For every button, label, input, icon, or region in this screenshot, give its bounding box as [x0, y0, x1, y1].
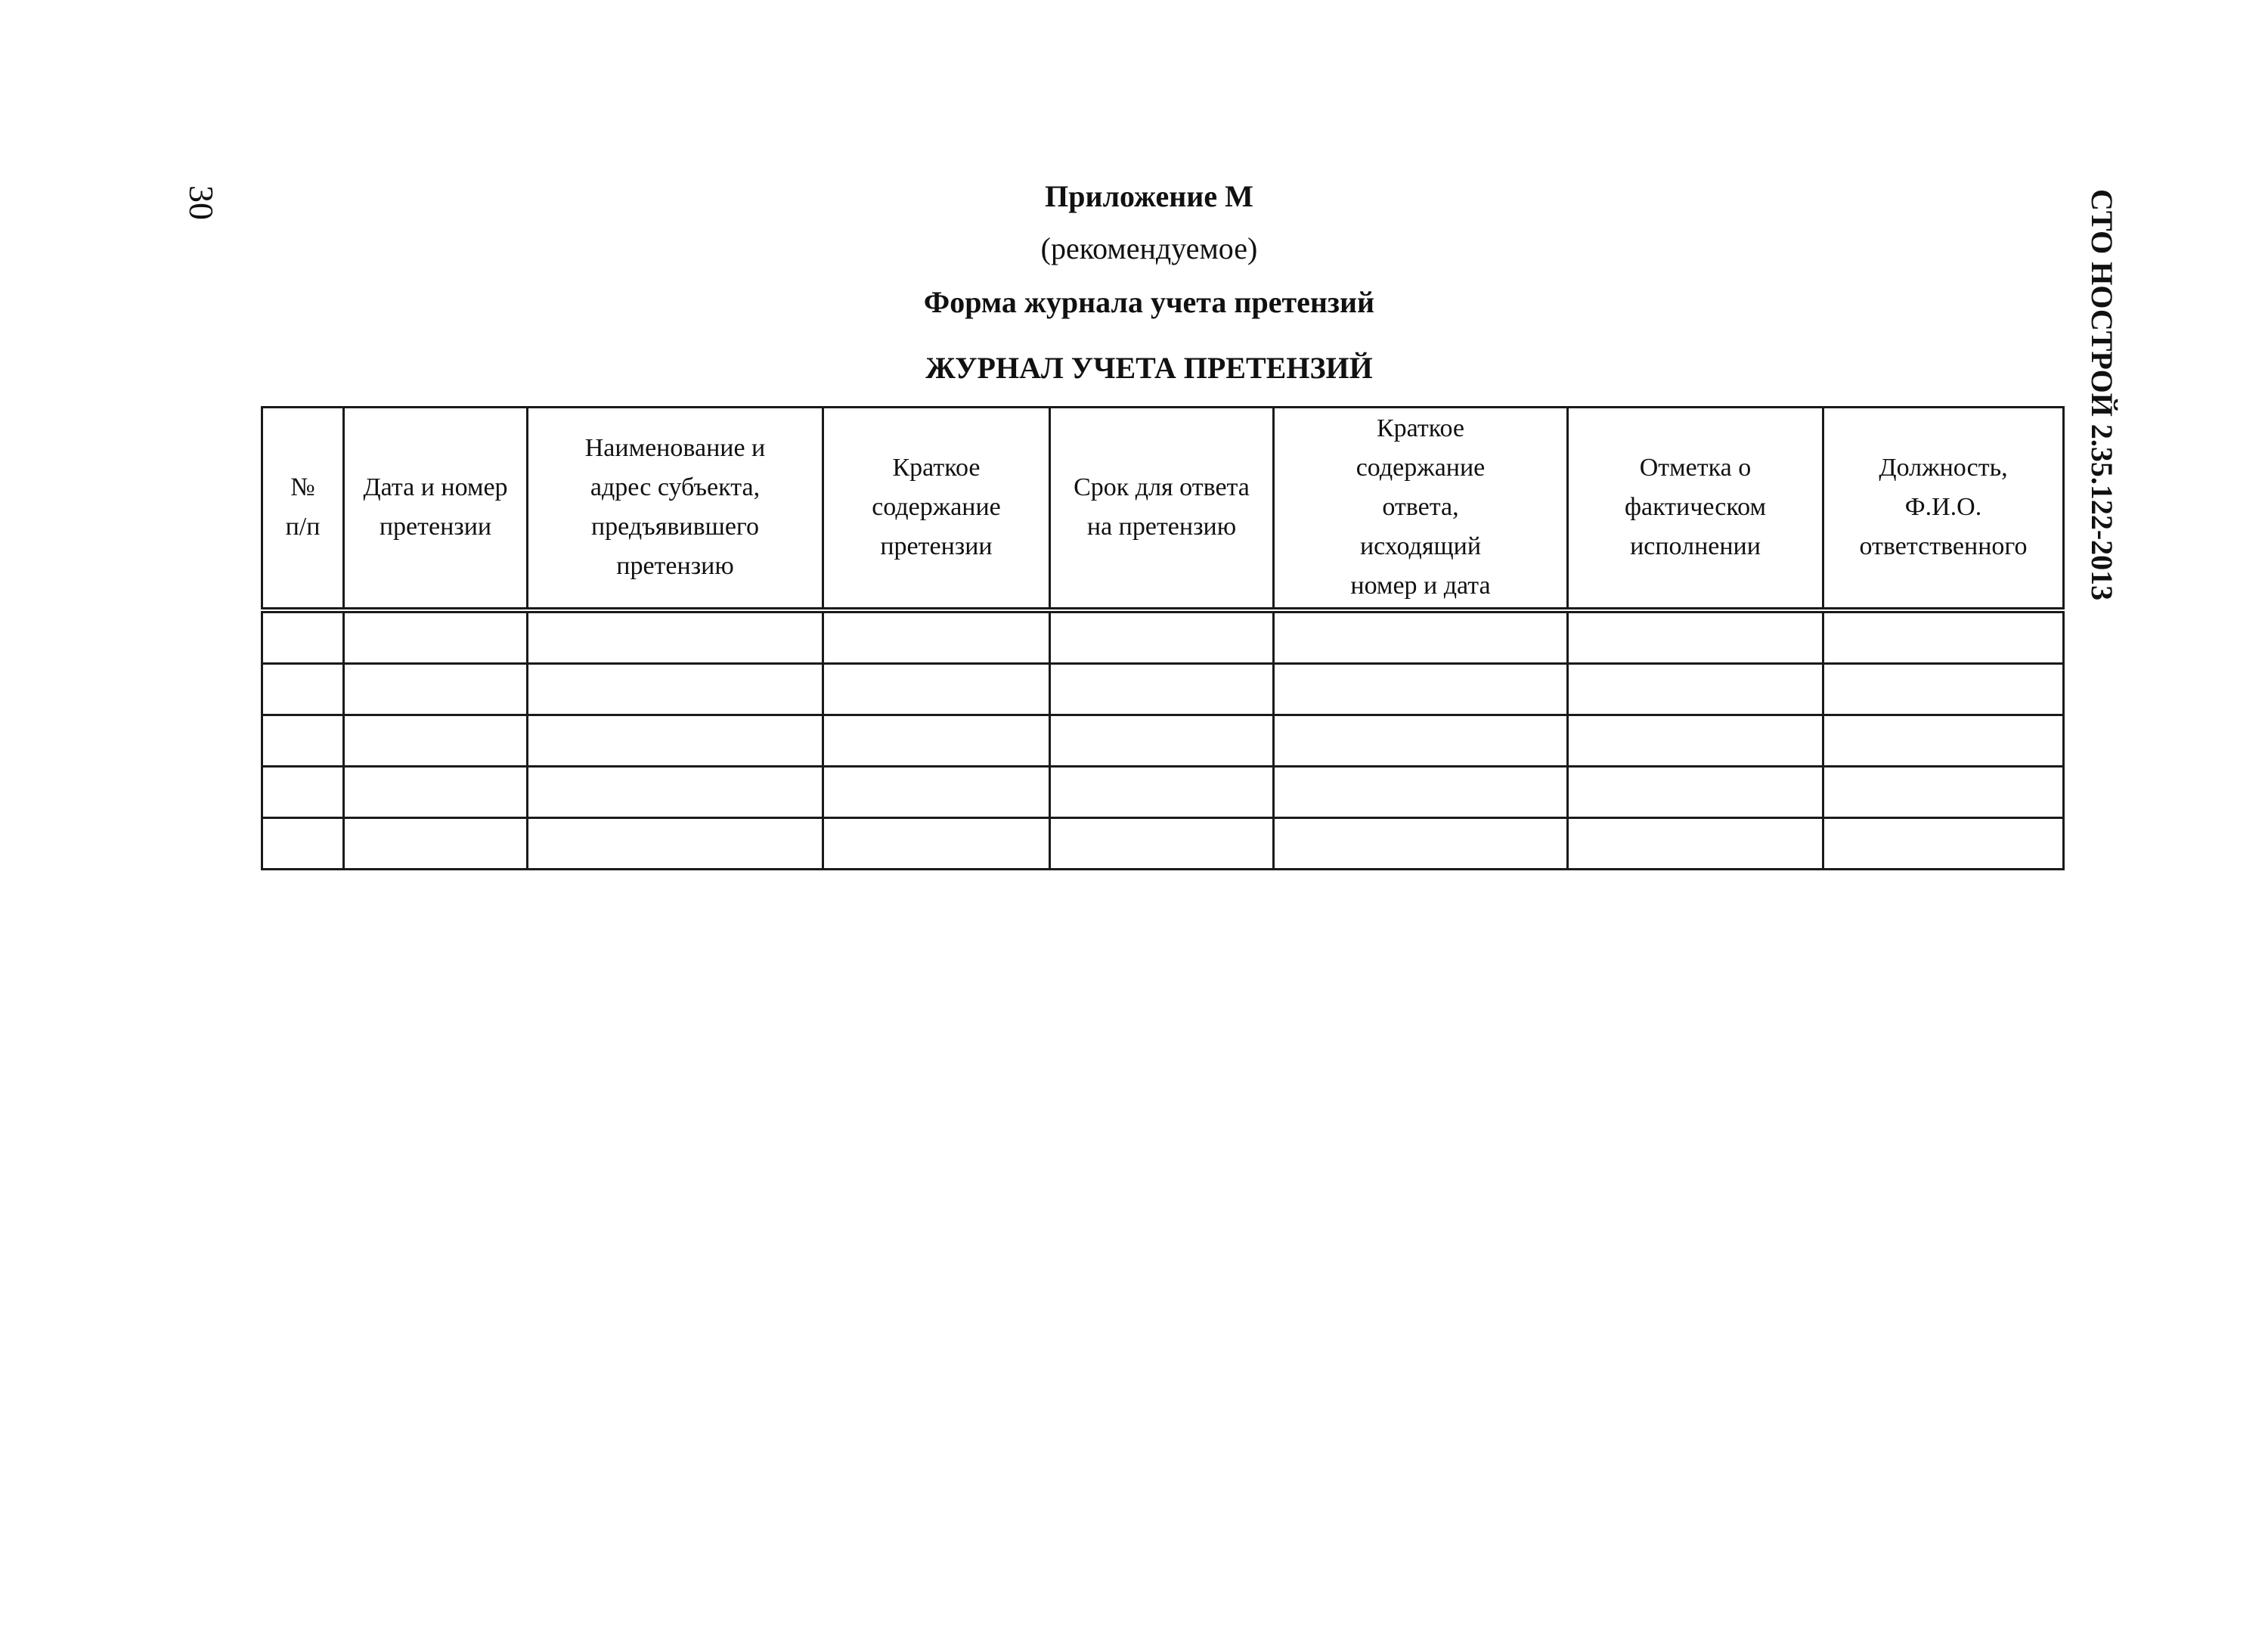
column-header-claimant: Наименование и адрес субъекта, предъявившего претензию — [528, 408, 823, 610]
column-header-number: № п/п — [262, 408, 344, 610]
table-cell — [1823, 766, 2064, 817]
table-cell — [823, 610, 1050, 664]
table-cell — [1274, 766, 1568, 817]
table-row — [262, 766, 2064, 817]
table-row — [262, 663, 2064, 715]
table-cell — [823, 817, 1050, 869]
table-cell — [1568, 766, 1823, 817]
annex-status: (рекомендуемое) — [1040, 231, 1258, 265]
table-cell — [823, 715, 1050, 766]
table-cell — [1823, 817, 2064, 869]
annex-title: Приложение М — [1045, 179, 1253, 213]
journal-table — [261, 406, 2065, 870]
column-header-date-number: Дата и номер претензии — [344, 408, 528, 610]
table-cell — [528, 715, 823, 766]
table-cell — [1050, 766, 1274, 817]
table-cell — [1050, 715, 1274, 766]
table-cell — [1568, 663, 1823, 715]
table-cell — [262, 610, 344, 664]
table-cell — [1823, 610, 2064, 664]
table-cell — [1050, 610, 1274, 664]
table-cell — [528, 663, 823, 715]
table-cell — [1568, 715, 1823, 766]
table-cell — [823, 663, 1050, 715]
table-cell — [1050, 817, 1274, 869]
table-cell — [262, 766, 344, 817]
table-cell — [1568, 817, 1823, 869]
table-cell — [344, 817, 528, 869]
column-header-response-deadline: Срок для ответа на претензию — [1050, 408, 1274, 610]
column-header-responsible: Должность, Ф.И.О. ответственного — [1823, 408, 2064, 610]
table-cell — [262, 715, 344, 766]
journal-title: ЖУРНАЛ УЧЕТА ПРЕТЕНЗИЙ — [925, 351, 1373, 385]
table-cell — [344, 715, 528, 766]
table-cell — [823, 766, 1050, 817]
table-cell — [1568, 610, 1823, 664]
table-header-row — [262, 408, 2064, 610]
table-cell — [528, 817, 823, 869]
column-header-claim-summary: Краткое содержание претензии — [823, 408, 1050, 610]
form-name: Форма журнала учета претензий — [923, 285, 1375, 319]
table-cell — [344, 663, 528, 715]
table-cell — [1274, 610, 1568, 664]
page-number: 30 — [182, 185, 221, 220]
table-cell — [1823, 663, 2064, 715]
table-cell — [262, 817, 344, 869]
table-row — [262, 610, 2064, 664]
table-cell — [528, 610, 823, 664]
table-row — [262, 715, 2064, 766]
table-cell — [1274, 715, 1568, 766]
table-cell — [344, 766, 528, 817]
table-cell — [1823, 715, 2064, 766]
table-cell — [1274, 663, 1568, 715]
table-cell — [262, 663, 344, 715]
document-code: СТО НОСТРОЙ 2.35.122-2013 — [2085, 189, 2119, 601]
table-cell — [344, 610, 528, 664]
column-header-execution-mark: Отметка о фактическом исполнении — [1568, 408, 1823, 610]
column-header-response-summary: Краткое содержание ответа, исходящий номер и дата — [1274, 408, 1568, 610]
table-cell — [1050, 663, 1274, 715]
table-cell — [528, 766, 823, 817]
table-row — [262, 817, 2064, 869]
table-cell — [1274, 817, 1568, 869]
